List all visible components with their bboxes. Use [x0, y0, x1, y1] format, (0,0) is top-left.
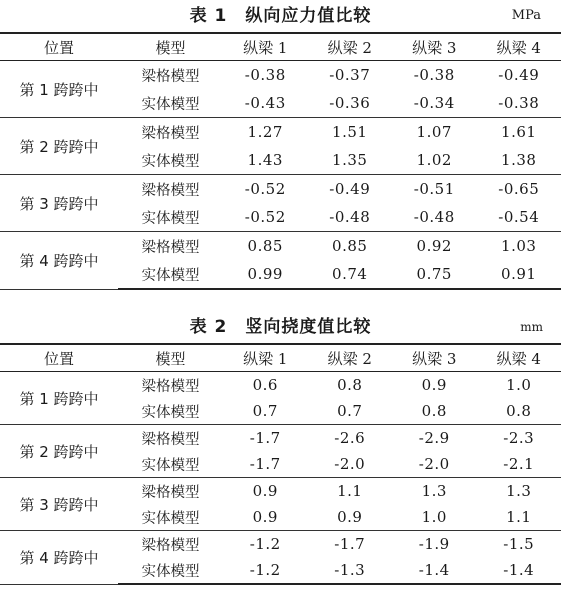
- value-cell: 0.92: [392, 232, 477, 261]
- value-cell: -0.48: [329, 208, 371, 226]
- value-cell: 0.85: [308, 232, 393, 261]
- table-row: [0, 372, 561, 399]
- value-cell: 0.8: [337, 376, 363, 394]
- model-cell: 梁格模型: [118, 118, 223, 147]
- value-cell: -1.9: [392, 531, 477, 558]
- table-block-stress: [0, 0, 561, 290]
- value-cell: -1.2: [223, 557, 308, 584]
- model-cell: 实体模型: [141, 96, 200, 113]
- value-cell: -0.38: [244, 66, 286, 84]
- value-cell: 1.3: [392, 478, 477, 505]
- value-cell: -0.52: [244, 208, 286, 226]
- value-cell: -0.54: [498, 208, 540, 226]
- column-header-position: 位置: [0, 344, 118, 372]
- value-cell: -2.9: [392, 425, 477, 452]
- column-header-girder-1: 纵梁 1: [223, 33, 308, 61]
- value-cell: -0.34: [413, 94, 455, 112]
- value-cell: -0.49: [308, 175, 393, 204]
- table-caption: [0, 0, 561, 32]
- value-cell: 1.02: [416, 151, 452, 169]
- value-cell: 1.03: [477, 232, 561, 261]
- table-row: [0, 118, 561, 147]
- position-cell: 第 2 跨跨中: [0, 118, 118, 175]
- value-cell: 0.8: [506, 402, 532, 420]
- value-cell: 0.75: [392, 260, 477, 289]
- value-cell: -1.7: [249, 455, 281, 473]
- header-row: [0, 344, 561, 372]
- model-cell: 实体模型: [141, 210, 200, 227]
- stress-table: [0, 32, 561, 290]
- column-header-model: 模型: [118, 344, 223, 372]
- value-cell: 0.8: [421, 402, 447, 420]
- value-cell: -2.3: [477, 425, 561, 452]
- value-cell: 0.91: [477, 260, 561, 289]
- value-cell: 1.07: [392, 118, 477, 147]
- value-cell: 1.61: [477, 118, 561, 147]
- table-row: [0, 61, 561, 90]
- unit-label: MPa: [511, 8, 541, 23]
- value-cell: 0.7: [252, 402, 278, 420]
- position-cell: 第 3 跨跨中: [0, 175, 118, 232]
- model-cell: 实体模型: [141, 153, 200, 170]
- model-cell: 梁格模型: [118, 425, 223, 452]
- value-cell: -0.36: [329, 94, 371, 112]
- table-row: [0, 175, 561, 204]
- value-cell: 0.6: [252, 376, 278, 394]
- model-cell: 梁格模型: [118, 175, 223, 204]
- column-header-position: 位置: [0, 33, 118, 61]
- value-cell: -1.2: [223, 531, 308, 558]
- table-row: [0, 232, 561, 261]
- position-cell: 第 1 跨跨中: [0, 372, 118, 425]
- value-cell: -1.5: [477, 531, 561, 558]
- table-block-deflection: [0, 311, 561, 585]
- value-cell: 1.38: [501, 151, 537, 169]
- value-cell: -0.52: [223, 175, 308, 204]
- value-cell: 0.99: [223, 260, 308, 289]
- column-header-girder-1: 纵梁 1: [223, 344, 308, 372]
- value-cell: 0.9: [252, 508, 278, 526]
- position-cell: 第 4 跨跨中: [0, 531, 118, 585]
- value-cell: -1.3: [308, 557, 393, 584]
- value-cell: 0.9: [223, 478, 308, 505]
- value-cell: 0.7: [337, 402, 363, 420]
- header-row: [0, 33, 561, 61]
- position-cell: 第 2 跨跨中: [0, 425, 118, 478]
- value-cell: 0.85: [223, 232, 308, 261]
- caption-text: 表 1 纵向应力值比较: [189, 6, 372, 26]
- value-cell: -0.38: [498, 94, 540, 112]
- column-header-girder-2: 纵梁 2: [308, 344, 393, 372]
- model-cell: 梁格模型: [118, 531, 223, 558]
- value-cell: 0.9: [421, 376, 447, 394]
- table-row: [0, 531, 561, 558]
- position-cell: 第 3 跨跨中: [0, 478, 118, 531]
- value-cell: -1.4: [392, 557, 477, 584]
- value-cell: 0.9: [337, 508, 363, 526]
- unit-label: mm: [520, 320, 543, 334]
- column-header-girder-4: 纵梁 4: [477, 33, 561, 61]
- table-row: [0, 478, 561, 505]
- position-cell: 第 1 跨跨中: [0, 61, 118, 118]
- value-cell: -1.4: [477, 557, 561, 584]
- model-cell: 实体模型: [141, 510, 200, 527]
- column-header-girder-4: 纵梁 4: [477, 344, 561, 372]
- value-cell: -0.43: [244, 94, 286, 112]
- model-cell: 梁格模型: [141, 68, 200, 85]
- value-cell: 1.3: [477, 478, 561, 505]
- value-cell: 1.1: [308, 478, 393, 505]
- value-cell: -0.51: [392, 175, 477, 204]
- value-cell: 1.51: [308, 118, 393, 147]
- value-cell: -1.7: [308, 531, 393, 558]
- value-cell: 1.27: [223, 118, 308, 147]
- column-header-girder-3: 纵梁 3: [392, 344, 477, 372]
- value-cell: 1.1: [506, 508, 532, 526]
- value-cell: -0.38: [413, 66, 455, 84]
- model-cell: 梁格模型: [141, 378, 200, 395]
- value-cell: 1.43: [247, 151, 283, 169]
- value-cell: -2.1: [503, 455, 535, 473]
- value-cell: 1.0: [506, 376, 532, 394]
- model-cell: 实体模型: [141, 404, 200, 421]
- position-cell: 第 4 跨跨中: [0, 232, 118, 290]
- deflection-table: [0, 343, 561, 585]
- model-cell: 实体模型: [141, 457, 200, 474]
- value-cell: 0.74: [308, 260, 393, 289]
- column-header-girder-3: 纵梁 3: [392, 33, 477, 61]
- model-cell: 梁格模型: [118, 232, 223, 261]
- value-cell: -0.48: [413, 208, 455, 226]
- value-cell: -0.37: [329, 66, 371, 84]
- model-cell: 实体模型: [118, 260, 223, 289]
- value-cell: -2.6: [308, 425, 393, 452]
- model-cell: 实体模型: [118, 557, 223, 584]
- value-cell: 1.0: [421, 508, 447, 526]
- table-row: [0, 425, 561, 452]
- column-header-model: 模型: [118, 33, 223, 61]
- caption-text: 表 2 竖向挠度值比较: [189, 317, 372, 337]
- value-cell: -0.49: [498, 66, 540, 84]
- table-caption: [0, 311, 561, 343]
- model-cell: 梁格模型: [118, 478, 223, 505]
- value-cell: -1.7: [223, 425, 308, 452]
- value-cell: 1.35: [332, 151, 368, 169]
- value-cell: -2.0: [334, 455, 366, 473]
- column-header-girder-2: 纵梁 2: [308, 33, 393, 61]
- value-cell: -2.0: [418, 455, 450, 473]
- value-cell: -0.65: [477, 175, 561, 204]
